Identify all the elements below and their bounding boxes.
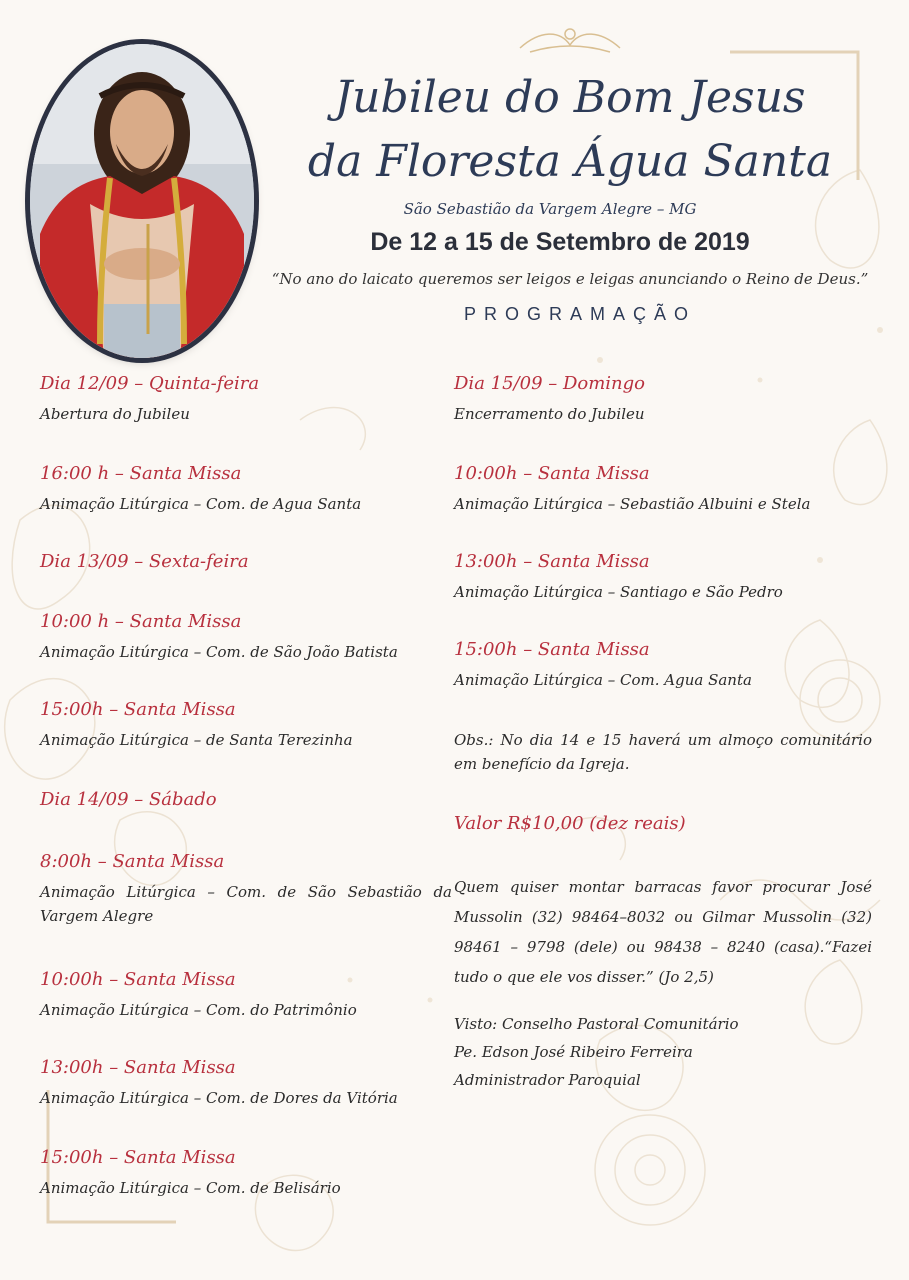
item-text: Encerramento do Jubileu — [454, 405, 645, 423]
item-text: Animação Litúrgica – Sebastião Albuini e Stela — [454, 495, 811, 513]
mass-heading: 10:00 h – Santa Missa — [40, 611, 242, 632]
event-dates: De 12 a 15 de Setembro de 2019 — [370, 228, 750, 256]
priest-name: Pe. Edson José Ribeiro Ferreira — [454, 1043, 693, 1061]
mass-heading: 15:00h – Santa Missa — [40, 699, 236, 720]
item-text: Animação Litúrgica – Santiago e São Pedro — [454, 583, 783, 601]
day-heading: Dia 14/09 – Sábado — [40, 789, 217, 810]
day-heading: Dia 15/09 – Domingo — [454, 373, 646, 394]
price: Valor R$10,00 (dez reais) — [454, 813, 686, 834]
obs-note: Obs.: No dia 14 e 15 haverá um almoço comunitário em benefício da Igreja. — [454, 731, 872, 773]
item-text: Animação Litúrgica – Com. de Dores da Vitória — [40, 1089, 398, 1107]
theme-quote: “No ano do laicato queremos ser leigos e leigas anunciando o Reino de Deus.” — [271, 270, 869, 288]
mass-heading: 10:00h – Santa Missa — [454, 463, 650, 484]
schedule-item — [40, 610, 460, 664]
item-text: Animação Litúrgica – Com. de Agua Santa — [40, 495, 362, 513]
schedule-item — [454, 462, 872, 516]
item-text: Animação Litúrgica – Com. de Belisário — [40, 1179, 341, 1197]
mass-heading: 15:00h – Santa Missa — [454, 639, 650, 660]
item-text: Animação Litúrgica – Com. Agua Santa — [454, 671, 752, 689]
contact-info: Quem quiser montar barracas favor procurar José Mussolin (32) 98464–8032 ou Gilmar Mussolin (32) 98461 – 9798 (dele) ou 98438 – 8240 (casa).“Fazei tudo o que ele vos disser.” (Jo 2,5) — [454, 878, 872, 986]
schedule-item — [40, 698, 460, 752]
mass-heading: 13:00h – Santa Missa — [40, 1057, 236, 1078]
schedule-item — [40, 550, 460, 574]
schedule-item — [40, 372, 460, 426]
title-line-2: da Floresta Água Santa — [307, 136, 833, 187]
schedule-item — [454, 550, 872, 604]
day-heading: Dia 13/09 – Sexta-feira — [40, 551, 249, 572]
schedule-item — [40, 462, 460, 516]
visto-line: Visto: Conselho Pastoral Comunitário — [454, 1015, 739, 1033]
item-text: Animação Litúrgica – Com. do Patrimônio — [40, 1001, 357, 1019]
schedule-item — [40, 968, 460, 1022]
ornament-top — [520, 29, 620, 52]
item-text: Abertura do Jubileu — [40, 405, 190, 423]
item-text: Animação Litúrgica – Com. de São Sebastião da Vargem Alegre — [40, 883, 452, 925]
title-line-1: Jubileu do Bom Jesus — [334, 72, 806, 123]
mass-heading: 8:00h – Santa Missa — [40, 851, 225, 872]
section-title: PROGRAMAÇÃO — [463, 304, 697, 324]
schedule-item — [40, 1056, 460, 1110]
schedule-item — [454, 372, 872, 426]
bom-jesus-portrait — [30, 44, 254, 358]
location: São Sebastião da Vargem Alegre – MG — [403, 200, 697, 218]
mass-heading: 16:00 h – Santa Missa — [40, 463, 242, 484]
schedule-item — [40, 850, 460, 928]
mass-heading: 15:00h – Santa Missa — [40, 1147, 236, 1168]
mass-heading: 10:00h – Santa Missa — [40, 969, 236, 990]
item-text: Animação Litúrgica – Com. de São João Batista — [40, 643, 398, 661]
priest-role: Administrador Paroquial — [454, 1071, 641, 1089]
mass-heading: 13:00h – Santa Missa — [454, 551, 650, 572]
item-text: Animação Litúrgica – de Santa Terezinha — [40, 731, 353, 749]
schedule-item — [40, 788, 460, 812]
schedule-item — [40, 1146, 460, 1200]
schedule-item — [454, 638, 872, 692]
day-heading: Dia 12/09 – Quinta-feira — [40, 373, 260, 394]
